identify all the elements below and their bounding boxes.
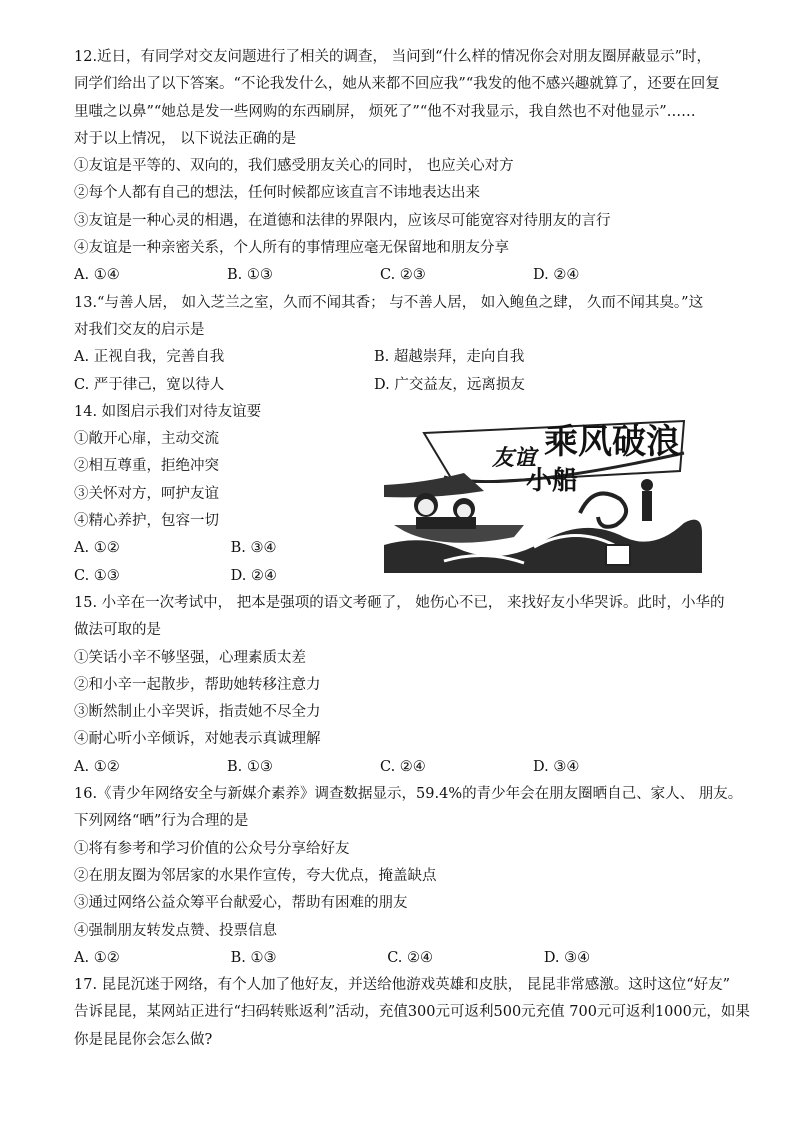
question-stem-line: 15. 小辛在一次考试中， 把本是强项的语文考砸了， 她伤心不已， 来找好友小华哭诉。此时，小华的 [74, 594, 725, 611]
statement-item: ②和小辛一起散步，帮助她转移注意力 [74, 676, 321, 693]
statement-item: ①敞开心扉，主动交流 [74, 431, 219, 448]
statement-item: ①将有参考和学习价值的公众号分享给好友 [74, 840, 350, 857]
question-16 [74, 781, 743, 972]
statement-item: ①笑话小辛不够坚强，心理素质太差 [74, 649, 306, 666]
question-stem-line: 里嗤之以鼻”“她总是发一些网购的东西刷屏， 烦死了”“他不对我显示，我自然也不对他显示”…… [74, 103, 696, 120]
statement-item: ①友谊是平等的、双向的，我们感受朋友关心的同时， 也应关心对方 [74, 158, 514, 175]
small-sign [606, 545, 630, 565]
question-stem-line: 对于以上情况， 以下说法正确的是 [74, 130, 297, 147]
statement-item: ③通过网络公益众筹平台献爱心，帮助有困难的朋友 [74, 895, 408, 912]
statement-item: ②每个人都有自己的想法，任何时候都应该直言不讳地表达出来 [74, 185, 480, 202]
option-b[interactable]: B. ①③ [227, 267, 273, 284]
child-face [418, 499, 434, 515]
answer-options [74, 945, 734, 972]
question-stem-line: 下列网络“晒”行为合理的是 [74, 813, 249, 830]
statement-item: ③断然制止小辛哭诉，指责她不尽全力 [74, 704, 321, 721]
option-d[interactable]: D. ②④ [533, 267, 580, 284]
answer-options [74, 754, 734, 781]
option-b[interactable]: B. ①③ [230, 949, 277, 966]
child-face [457, 504, 471, 518]
question-stem-line: 同学们给出了以下答案。“不论我发什么，她从来都不回应我”“我发的他不感兴趣就算了，还要在回复 [74, 76, 720, 93]
figure-big-text: 乘风破浪 [544, 421, 680, 462]
question-stem-line: 13.“与善人居， 如入芝兰之室，久而不闻其香； 与不善人居， 如入鲍鱼之肆， 久而不闻其臭。”这 [74, 294, 704, 311]
option-d[interactable]: D. ③④ [543, 949, 591, 966]
option-b[interactable]: B. ③④ [230, 540, 277, 557]
figure-sub-text: 小船 [526, 465, 579, 496]
figure-small-text: 友谊 [492, 445, 537, 471]
standing-figure [642, 491, 652, 521]
children-bodies [416, 517, 476, 529]
question-stem-line: 17. 昆昆沉迷于网络，有个人加了他好友，并送给他游戏英雄和皮肤， 昆昆非常感激。这时这位“好友” [74, 977, 731, 994]
option-a[interactable]: A. ①② [74, 949, 120, 966]
statement-item: ②相互尊重，拒绝冲突 [74, 458, 219, 475]
friendship-boat-cartoon [384, 413, 702, 573]
statement-item: ④友谊是一种亲密关系，个人所有的事情理应毫无保留地和朋友分享 [74, 240, 509, 257]
wave-curl [580, 493, 626, 526]
statement-item: ④耐心听小辛倾诉，对她表示真诚理解 [74, 731, 321, 748]
option-c[interactable]: C. ②③ [380, 267, 426, 284]
cartoon-illustration [384, 413, 702, 573]
option-b[interactable]: B. ①③ [227, 758, 273, 775]
option-a[interactable]: A. ①④ [74, 267, 120, 284]
option-c[interactable]: C. 严于律己，宽以待人 [74, 376, 225, 393]
question-stem-line: 14. 如图启示我们对待友谊要 [74, 403, 262, 420]
standing-figure-head [641, 479, 653, 491]
question-stem-line: 告诉昆昆，某网站正进行“扫码转账返利”活动，充值300元可返利500元充值 700元可返利1000元，如果 [74, 1004, 750, 1021]
option-c[interactable]: C. ①③ [74, 567, 120, 584]
statement-item: ④精心养护，包容一切 [74, 513, 219, 530]
question-stem-line: 你是昆昆你会怎么做? [74, 1031, 213, 1048]
question-stem-line: 做法可取的是 [74, 622, 161, 639]
answer-options [74, 344, 734, 371]
answer-options [74, 262, 734, 289]
option-d[interactable]: D. 广交益友，远离损友 [374, 376, 525, 393]
question-15 [74, 590, 734, 781]
option-b[interactable]: B. 超越崇拜，走向自我 [374, 349, 525, 366]
option-a[interactable]: A. ①② [74, 758, 120, 775]
option-d[interactable]: D. ②④ [230, 567, 277, 584]
option-c[interactable]: C. ②④ [387, 949, 434, 966]
question-stem-line: 16.《青少年网络安全与新媒介素养》调查数据显示，59.4%的青少年会在朋友圈晒自己、家人、 朋友。 [74, 786, 743, 803]
question-stem-line: 对我们交友的启示是 [74, 321, 205, 338]
option-a[interactable]: A. 正视自我，完善自我 [74, 349, 225, 366]
statement-item: ③关怀对方，呵护友谊 [74, 485, 219, 502]
question-17 [74, 972, 750, 1054]
question-12 [74, 44, 734, 290]
question-stem-line: 12.近日，有同学对交友问题进行了相关的调查， 当问到“什么样的情况你会对朋友圈屏蔽显示”时， [74, 49, 711, 65]
statement-item: ④强制朋友转发点赞、投票信息 [74, 922, 277, 939]
exam-page [74, 44, 750, 1054]
option-a[interactable]: A. ①② [74, 540, 120, 557]
question-13 [74, 290, 734, 399]
statement-item: ②在朋友圈为邻居家的水果作宣传，夸大优点，掩盖缺点 [74, 867, 437, 884]
option-d[interactable]: D. ③④ [533, 758, 580, 775]
answer-options [74, 372, 734, 399]
statement-item: ③友谊是一种心灵的相遇，在道德和法律的界限内，应该尽可能宽容对待朋友的言行 [74, 212, 611, 229]
option-c[interactable]: C. ②④ [380, 758, 426, 775]
question-14 [74, 399, 734, 590]
